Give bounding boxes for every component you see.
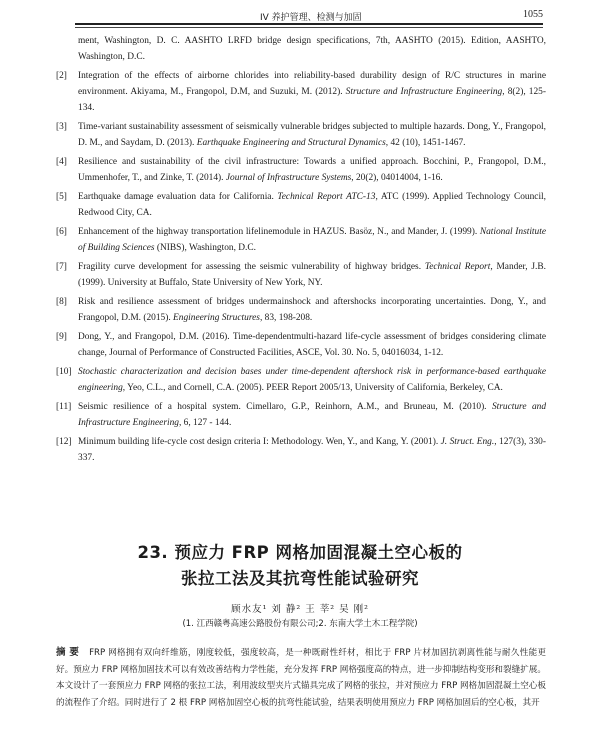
reference-italic-segment: Structure and Infrastructure Engineering <box>345 87 503 97</box>
reference-italic-segment: Stochastic characterization and decision bases under time-dependent aftershock risk in performance-based earthquake engineering <box>78 367 546 393</box>
reference-list <box>56 33 546 469</box>
reference-item <box>56 33 546 65</box>
reference-italic-segment: National Institute of Building Sciences <box>78 227 546 253</box>
reference-text <box>78 434 546 466</box>
reference-item <box>56 224 546 256</box>
reference-item <box>56 329 546 361</box>
reference-italic-segment: Technical Report <box>424 262 491 272</box>
reference-item <box>56 434 546 466</box>
reference-segment: Risk and resilience assessment of bridges undermainshock and aftershocks incorporating uncertainties. Dong, Y., and Frangopol, D.M. (2015). <box>78 297 546 323</box>
reference-segment: Dong, Y., and Frangopol, D.M. (2016). Time-dependentmulti-hazard life-cycle assessment of bridges considering climate change, Journal of Performance of Constructed Facilities, ASCE, Vol. 30. No. 5, 04016034, 1-12. <box>78 332 546 358</box>
reference-number: [10] <box>56 367 72 377</box>
reference-item <box>56 119 546 151</box>
abstract-text: FRP 网格拥有双向纤维筋，刚度较低，强度较高，是一种既耐性纤材，相比于 FRP 片材加固抗剥离性能与耐久性能更好。预应力 FRP 网格加固技术可以有效改善结构力学性能，充分发挥 FRP 网格强度高的特点，进一步抑制结构变形和裂缝扩展。本文设计了一套预应力 FRP 网格的张拉工法，利用波纹型夹片式锚具完成了网格的张拉，并对预应力 FRP 网格加固混凝土空心板的流程作了介绍。同时进行了 2 根 FRP 网格加固空心板的抗弯性能试验，结果表明使用预应力 FRP 网格加固后的空心板，其开 <box>56 648 547 708</box>
title-line-2: 张拉工法及其抗弯性能试验研究 <box>181 569 419 588</box>
reference-text <box>78 224 546 256</box>
affiliation: (1. 江西赣粤高速公路股份有限公司;2. 东南大学土木工程学院) <box>182 619 418 629</box>
reference-segment: , 20(2), 04014004, 1-16. <box>351 173 443 183</box>
reference-segment: , Mander, J.B. (1999). University at Buffalo, State University of New York, NY. <box>78 262 546 288</box>
reference-segment: Seismic resilience of a hospital system. Cimellaro, G.P., Reinhorn, A.M., and Bruneau, M. (2010). <box>78 402 492 412</box>
reference-number: [7] <box>56 262 67 272</box>
reference-number: [9] <box>56 332 67 342</box>
reference-item <box>56 294 546 326</box>
reference-text <box>78 399 546 431</box>
section-title: IV 养护管理、检测与加固 <box>260 13 362 23</box>
title-line-1: 23. 预应力 FRP 网格加固混凝土空心板的 <box>137 543 463 562</box>
reference-number: [5] <box>56 192 67 202</box>
reference-segment: , ATC (1999). Applied Technology Council, Redwood City, CA. <box>78 192 547 218</box>
reference-number: [11] <box>56 402 72 412</box>
reference-segment: ment, Washington, D. C. AASHTO LRFD bridge design specifications, 7th, AASHTO (2015). Edition, AASHTO, Washington, D.C. <box>78 36 546 62</box>
reference-number: [4] <box>56 157 67 167</box>
reference-segment: , Yeo, C.L., and Cornell, C.A. (2005). PEER Report 2005/13, University of California, Berkeley, CA. <box>122 383 503 393</box>
article-title <box>60 540 540 592</box>
header-rule-thin <box>75 27 543 28</box>
reference-number: [8] <box>56 297 67 307</box>
reference-italic-segment: Technical Report ATC-13 <box>277 192 376 202</box>
reference-italic-segment: Earthquake Engineering and Structural Dynamics <box>196 138 386 148</box>
reference-italic-segment: J. Struct. Eng. <box>440 437 495 447</box>
header-rule-thick <box>75 23 543 25</box>
reference-text <box>78 68 546 116</box>
reference-item <box>56 399 546 431</box>
reference-number: [6] <box>56 227 67 237</box>
reference-segment: Integration of the effects of airborne chlorides into reliability-based durability design of R/C structures in marine environment. Akiyama, M., Frangopol, D.M, and Suzuki, M. (2012). <box>78 71 546 97</box>
reference-item <box>56 68 546 116</box>
reference-number: [12] <box>56 437 72 447</box>
reference-italic-segment: Engineering Structures <box>173 313 260 323</box>
reference-text <box>56 33 546 65</box>
abstract <box>56 645 546 711</box>
reference-segment: Minimum building life-cycle cost design criteria I: Methodology. Wen, Y., and Kang, Y. (2001). <box>78 437 441 447</box>
reference-segment: , 6, 127 - 144. <box>178 418 232 428</box>
reference-text <box>78 189 546 221</box>
reference-number: [2] <box>56 71 67 81</box>
reference-segment: (NIBS), Washington, D.C. <box>154 243 256 253</box>
reference-item <box>56 189 546 221</box>
abstract-label: 摘 要 <box>56 647 80 658</box>
reference-italic-segment: Structure and Infrastructure Engineering <box>78 402 547 428</box>
reference-italic-segment: Journal of Infrastructure Systems <box>225 173 352 183</box>
reference-segment: Enhancement of the highway transportation lifelinemodule in HAZUS. Basöz, N., and Mander, J. (1999). <box>78 227 480 237</box>
page-number: 1055 <box>523 9 543 20</box>
reference-segment: , 127(3), 330-337. <box>78 437 546 463</box>
reference-text <box>78 294 546 326</box>
reference-number: [3] <box>56 122 67 132</box>
reference-text <box>78 329 546 361</box>
reference-segment: , 8(2), 125-134. <box>78 87 546 113</box>
reference-text <box>78 259 546 291</box>
reference-segment: Resilience and sustainability of the civil infrastructure: Towards a unified approach. Bocchini, P., Frangopol, D.M., Ummenhofer, T., and Zinke, T. (2014). <box>78 157 546 183</box>
running-header <box>75 8 543 24</box>
reference-segment: , 83, 198-208. <box>259 313 313 323</box>
reference-item <box>56 364 546 396</box>
reference-text <box>78 154 546 186</box>
reference-segment: Time-variant sustainability assessment of seismically vulnerable bridges subjected to multiple hazards. Dong, Y., Frangopol, D. M., and Saydam, D. (2013). <box>78 122 546 148</box>
reference-text <box>78 364 546 396</box>
reference-item <box>56 154 546 186</box>
author-list: 顾水友¹ 刘 静² 王 莘² 吴 刚² <box>231 604 369 615</box>
reference-item <box>56 259 546 291</box>
reference-segment: , 42 (10), 1451-1467. <box>385 138 466 148</box>
reference-segment: Fragility curve development for assessing the seismic vulnerability of highway bridges. <box>78 262 425 272</box>
reference-segment: Earthquake damage evaluation data for California. <box>78 192 278 202</box>
reference-text <box>78 119 546 151</box>
